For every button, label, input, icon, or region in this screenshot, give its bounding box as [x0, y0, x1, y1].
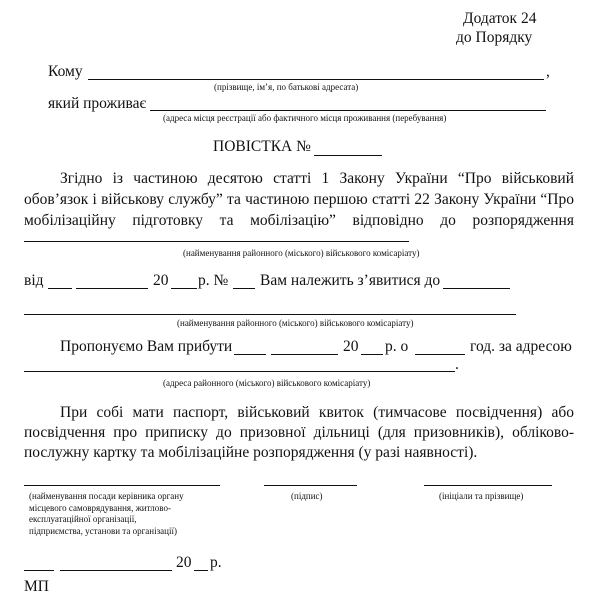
- recipient-name-caption: (прізвище, ім’я, по батькові адресата): [214, 82, 359, 92]
- commissariat-name-caption: (найменування районного (міського) військового комісаріату): [183, 248, 420, 258]
- paragraph2-line1: При собі мати паспорт, військовий квиток (тимчасове посвідчення) або: [60, 404, 574, 421]
- arrive-year-suffix: р. о: [385, 338, 409, 355]
- appendix-number: Додаток 24: [463, 10, 537, 27]
- paragraph2-line2: посвідчення про приписку до призовної дільниці (для призовників), обліково-: [24, 424, 574, 441]
- lives-label: який проживає: [48, 95, 147, 112]
- arrive-month-field[interactable]: [271, 354, 338, 355]
- date-day-field[interactable]: [48, 288, 72, 289]
- recipient-address-field[interactable]: [150, 110, 546, 111]
- paragraph1-line3: мобілізаційну підготовку та мобілізацію” відповідно до розпорядження: [24, 212, 574, 229]
- arrive-day-field[interactable]: [234, 354, 266, 355]
- to-label: Кому: [48, 63, 83, 80]
- arrive-year-prefix: 20: [343, 338, 359, 355]
- document-title: ПОВІСТКА №: [213, 138, 311, 155]
- paragraph1-line2: обов’язок і військову службу” та частиною першою статті 22 Закону України “Про: [24, 191, 574, 208]
- to-comma: ,: [546, 63, 550, 80]
- date-year-prefix: 20: [153, 272, 169, 289]
- date-year-field[interactable]: [171, 288, 197, 289]
- date-month-field[interactable]: [76, 288, 148, 289]
- footer-month-field[interactable]: [60, 570, 172, 571]
- paragraph1-line1: Згідно із частиною десятою статті 1 Закону України “Про військовий: [60, 170, 574, 187]
- arrive-hour-field[interactable]: [415, 354, 465, 355]
- footer-year-field[interactable]: [194, 570, 208, 571]
- appear-text: Вам належить з’явитися до: [260, 272, 441, 289]
- footer-day-field[interactable]: [24, 570, 54, 571]
- name-initials-field[interactable]: [424, 485, 552, 486]
- commissariat-name-field[interactable]: [24, 241, 409, 242]
- appear-commissariat-caption: (найменування районного (міського) військового комісаріату): [177, 318, 414, 328]
- order-number-field[interactable]: [233, 288, 255, 289]
- footer-year-suffix: р.: [210, 554, 222, 571]
- recipient-name-field[interactable]: [88, 79, 544, 80]
- name-initials-caption: (ініціали та прізвище): [439, 491, 524, 501]
- arrive-year-field[interactable]: [361, 354, 383, 355]
- arrive-text: Пропонуємо Вам прибути: [60, 338, 233, 355]
- appendix-reference: до Порядку: [456, 29, 533, 46]
- signature-caption: (підпис): [291, 491, 323, 501]
- arrive-hour-text: год. за адресою: [470, 338, 572, 355]
- footer-year-prefix: 20: [176, 554, 192, 571]
- appear-commissariat-field[interactable]: [24, 314, 516, 315]
- date-from-label: від: [24, 272, 44, 289]
- arrive-address-field[interactable]: [24, 371, 455, 372]
- official-position-caption: (найменування посади керівника органу місцевого самоврядування, житлово-експлуатаційної організації, підприємства, установи та організації): [29, 491, 184, 536]
- arrive-period: .: [455, 356, 459, 373]
- date-year-suffix: р. №: [198, 272, 229, 289]
- signature-field[interactable]: [264, 485, 357, 486]
- official-position-field[interactable]: [24, 485, 220, 486]
- paragraph2-line3: послужну картку та мобілізаційне розпорядження (у разі наявності).: [24, 444, 478, 461]
- appear-place-field[interactable]: [443, 288, 510, 289]
- summons-number-field[interactable]: [314, 155, 382, 156]
- stamp-place-label: МП: [24, 578, 49, 595]
- recipient-address-caption: (адреса місця реєстрації або фактичного місця проживання (перебування): [163, 113, 447, 123]
- arrive-address-caption: (адреса районного (міського) військового комісаріату): [163, 378, 371, 388]
